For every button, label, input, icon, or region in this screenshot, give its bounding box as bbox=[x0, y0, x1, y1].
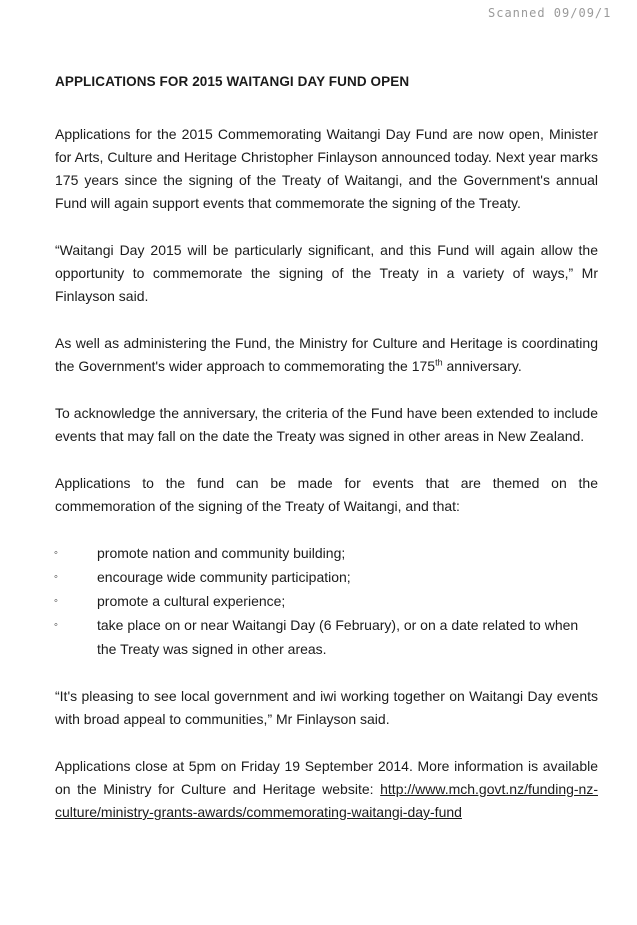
list-item bbox=[55, 589, 598, 613]
paragraph-closing bbox=[55, 755, 598, 824]
ordinal-suffix: th bbox=[435, 357, 443, 368]
paragraph-quote-partnership: “It's pleasing to see local government and iwi working together on Waitangi Day events with broad appeal to communities,” Mr Finlayson said. bbox=[55, 688, 598, 727]
list-item-text: promote nation and community building; bbox=[97, 545, 346, 561]
page-title: APPLICATIONS FOR 2015 WAITANGI DAY FUND OPEN bbox=[55, 74, 410, 89]
ministry-website-link[interactable]: http://www.mch.govt.nz/funding-nz-culture/ministry-grants-awards/commemorating-waitangi-day-fund bbox=[55, 781, 598, 820]
paragraph-ministry bbox=[55, 332, 598, 378]
scan-stamp: Scanned 09/09/1 bbox=[488, 6, 612, 20]
bullet-icon: ◦ bbox=[54, 619, 58, 631]
paragraph-criteria: To acknowledge the anniversary, the criteria of the Fund have been extended to include events that may fall on the date the Treaty was signed in other areas in New Zealand. bbox=[55, 405, 598, 444]
list-item-text: take place on or near Waitangi Day (6 February), or on a date related to when the Treaty was signed in other areas. bbox=[97, 617, 579, 657]
paragraph-ministry-text: As well as administering the Fund, the Ministry for Culture and Heritage is coordinating the Government's wider approach to commemorating the 175 bbox=[55, 335, 598, 374]
paragraph-eligibility: Applications to the fund can be made for events that are themed on the commemoration of the signing of the Treaty of Waitangi, and that: bbox=[55, 475, 598, 514]
list-item-text: encourage wide community participation; bbox=[97, 569, 351, 585]
list-item bbox=[55, 565, 598, 589]
eligibility-list bbox=[55, 541, 598, 661]
list-item-text: promote a cultural experience; bbox=[97, 593, 286, 609]
bullet-icon: ◦ bbox=[54, 571, 58, 583]
paragraph-quote-significance: “Waitangi Day 2015 will be particularly significant, and this Fund will again allow the opportunity to commemorate the signing of the Treaty in a variety of ways,” Mr Finlayson said. bbox=[55, 242, 598, 304]
paragraph-closing-text: Applications close at 5pm on Friday 19 September 2014. More information is available on the Ministry for Culture and Heritage website: bbox=[55, 758, 598, 797]
bullet-icon: ◦ bbox=[54, 595, 58, 607]
list-item bbox=[55, 541, 598, 565]
bullet-icon: ◦ bbox=[54, 547, 58, 559]
list-item bbox=[55, 613, 598, 661]
paragraph-intro: Applications for the 2015 Commemorating Waitangi Day Fund are now open, Minister for Arts, Culture and Heritage Christopher Finlayson announced today. Next year marks 175 years since the signing of the Treaty of Waitangi, and the Government's annual Fund will again support events that commemorate the signing of the Treaty. bbox=[55, 126, 598, 211]
paragraph-ministry-end: anniversary. bbox=[442, 358, 522, 374]
press-release bbox=[55, 74, 598, 824]
